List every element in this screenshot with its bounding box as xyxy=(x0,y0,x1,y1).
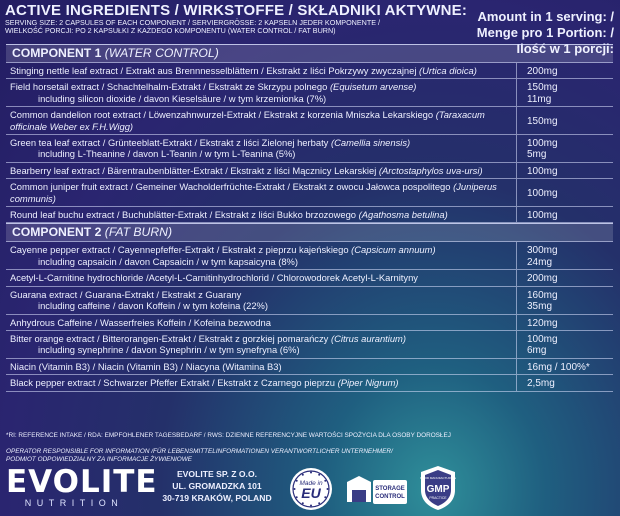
ingredient-latin-name: (Camellia sinensis) xyxy=(330,137,411,149)
ingredient-row xyxy=(6,107,613,135)
ingredient-latin-name: (Urtica dioica) xyxy=(419,65,477,76)
ingredient-latin-name: (Arctostaphylos uva-ursi) xyxy=(378,164,483,176)
ingredient-amount: 2,5mg xyxy=(527,378,555,390)
ingredient-description xyxy=(6,79,517,106)
ingredient-sub-amount: 11mg xyxy=(527,93,552,105)
ingredient-sub-amount: 5mg xyxy=(527,149,547,161)
ingredient-amount: 100mg xyxy=(527,210,558,222)
ingredient-sub-component: including caffeine / davon Koffein / w tym kofeina (22%) xyxy=(38,300,268,312)
ingredient-sub-amount: 6mg xyxy=(527,345,547,357)
serving-line-1: SERVING SIZE: 2 CAPSULES OF EACH COMPONENT / SERVIERGRÖSSE: 2 KAPSELN JEDER KOMPONENTE / xyxy=(5,18,381,27)
ingredient-row xyxy=(6,79,613,107)
ingredient-description xyxy=(6,315,517,330)
ingredient-row xyxy=(6,359,613,375)
ingredient-amount: 100mg xyxy=(527,165,558,177)
ingredient-sub-component: including L-Theanine / davon L-Teanin / w tym L-Teanina (5%) xyxy=(38,148,296,160)
ingredient-latin-name: (Piper Nigrum) xyxy=(337,377,399,389)
ingredient-row xyxy=(6,375,613,391)
ingredient-name: Common dandelion root extract / Löwenzahnwurzel-Extrakt / Ekstrakt z korzenia Mniszka Lekarskiego xyxy=(10,109,434,121)
gmp-badge-main: GMP xyxy=(426,484,450,495)
ingredient-amount: 100mg xyxy=(527,333,558,345)
ingredient-description xyxy=(6,163,517,178)
operator-note xyxy=(6,448,393,464)
ingredient-description xyxy=(6,207,517,222)
ingredient-name-line xyxy=(10,165,512,176)
ingredient-amount: 160mg xyxy=(527,289,558,301)
ingredient-sub-component: including capsaicin / davon Capsaicin / w tym kapsaicyna (8%) xyxy=(38,255,299,267)
ingredient-description xyxy=(6,375,517,390)
component2-title xyxy=(6,224,613,241)
ingredient-amount: 16mg / 100%* xyxy=(527,361,590,373)
ingredient-name: Bitter orange extract / Bitterorangen-Extrakt / Ekstrakt z gorzkiej pomarańczy xyxy=(10,332,329,344)
eu-badge-top: Made in xyxy=(299,480,323,487)
ingredient-row xyxy=(6,270,613,286)
storage-label-1: STORAGE xyxy=(375,486,405,492)
header xyxy=(5,2,468,36)
ingredient-amount: 150mg xyxy=(527,115,558,127)
ingredient-amount-cell xyxy=(517,79,613,106)
gmp-badge-top: GOOD MANUFACTURING xyxy=(419,476,457,480)
storage-label-2: CONTROL xyxy=(375,494,405,500)
storage-control-badge xyxy=(345,472,409,512)
ingredient-name: Black pepper extract / Schwarzer Pfeffer Extrakt / Ekstrakt z Czarnego pieprzu xyxy=(10,377,335,389)
ingredients-table xyxy=(6,44,613,392)
ingredient-name: Cayenne pepper extract / Cayennepfeffer-Extrakt / Ekstrakt z pieprzu kajeńskiego xyxy=(10,244,349,256)
ingredient-description xyxy=(6,179,517,206)
ingredient-name-line xyxy=(10,137,512,148)
section-title: COMPONENT 2 xyxy=(12,225,102,240)
ingredient-sub-amount: 35mg xyxy=(527,301,553,313)
ingredient-description xyxy=(6,287,517,314)
ingredient-row xyxy=(6,135,613,163)
ingredient-name: Stinging nettle leaf extract / Extrakt aus Brennnesselblättern / Ekstrakt z liści Pokrzywy zwyczajnej xyxy=(10,65,417,76)
operator-line-2: PODMIOT ODPOWIEDZIALNY ZA INFORMACJE ŻYWIENIOWE xyxy=(6,455,193,463)
made-in-eu-badge xyxy=(288,466,334,512)
ingredients-title: ACTIVE INGREDIENTS / WIRKSTOFFE / SKŁADNIKI AKTYWNE: xyxy=(5,2,468,19)
ingredient-name-line xyxy=(10,317,512,328)
ingredient-latin-name: (Capsicum annuum) xyxy=(351,244,436,256)
address-line-1: EVOLITE SP. Z O.O. xyxy=(176,469,258,479)
ingredient-amount: 100mg xyxy=(527,138,558,150)
ingredient-amount-cell xyxy=(517,287,613,314)
ingredient-name-line xyxy=(10,209,512,220)
component2-header xyxy=(6,223,613,242)
ingredient-row xyxy=(6,63,613,79)
reference-intake-footnote: *RI: REFERENCE INTAKE / RDA: EMPFOHLENER TAGESBEDARF / RWS: DZIENNE REFERENCYJNE WARTOŚCI SPOŻYCIA DLA OSOBY DOROSŁEJ xyxy=(6,432,451,439)
ingredient-name-line xyxy=(10,361,512,372)
ingredient-name: Guarana extract / Guarana-Extrakt / Ekstrakt z Guarany xyxy=(10,288,242,300)
ingredient-sub-amount: 24mg xyxy=(527,256,553,268)
ingredient-description xyxy=(6,107,517,134)
section-subtitle: (WATER CONTROL) xyxy=(104,46,219,60)
ingredient-name-line xyxy=(10,109,512,132)
ingredient-name: Acetyl-L-Carnitine hydrochloride /Acetyl-L-Carnitinhydrochlorid / Chlorowodorek Acetyl-L-Karnityny xyxy=(10,272,418,284)
amount-header-line-3: Ilość w 1 porcji: xyxy=(516,41,614,56)
gmp-badge-bottom: PRACTICE xyxy=(429,496,447,500)
gmp-badge xyxy=(418,464,458,512)
ingredient-sub-component: including silicon dioxide / davon Kieselsäure / w tym krzemionka (7%) xyxy=(38,92,327,104)
operator-line-1: OPERATOR RESPONSIBLE FOR INFORMATION /FÜR LEBENSMITTELINFORMATIONEN VERANTWORTLICHER UNTERNEHMER/ xyxy=(6,448,393,455)
ingredient-name: Anhydrous Caffeine / Wasserfreies Koffein / Kofeina bezwodna xyxy=(10,316,271,328)
ingredient-latin-name: (Taraxacum officinale Weber ex F.H.Wigg) xyxy=(10,109,485,132)
ingredient-name-line xyxy=(10,65,512,76)
evolite-logo xyxy=(6,464,158,514)
ingredient-latin-name: (Equisetum arvense) xyxy=(329,81,417,93)
ingredient-row xyxy=(6,315,613,331)
ingredient-description xyxy=(6,135,517,162)
amount-header-line-2: Menge pro 1 Portion: / xyxy=(476,25,614,40)
ingredient-row xyxy=(6,163,613,179)
ingredient-amount-cell xyxy=(517,107,613,134)
ingredient-amount: 300mg xyxy=(527,245,558,257)
ingredient-description xyxy=(6,331,517,358)
component1-header xyxy=(6,44,613,63)
ingredient-name-line xyxy=(10,272,512,283)
section-subtitle: (FAT BURN) xyxy=(104,225,173,240)
ingredient-name: Niacin (Vitamin B3) / Niacin (Vitamin B3) / Niacyna (Witamina B3) xyxy=(10,360,282,372)
ingredient-name-line xyxy=(10,244,512,255)
ingredient-amount-cell xyxy=(517,179,613,206)
ingredient-amount: 150mg xyxy=(527,82,558,94)
ingredient-name-line xyxy=(10,81,512,92)
ingredient-amount: 120mg xyxy=(527,317,558,329)
ingredient-latin-name: (Agathosma betulina) xyxy=(358,209,448,221)
ingredient-name: Round leaf buchu extract / Buchublätter-Extrakt / Ekstrakt z liści Bukko brzozowego xyxy=(10,209,356,221)
ingredient-amount-cell xyxy=(517,63,613,78)
ingredient-amount: 200mg xyxy=(527,273,558,285)
ingredient-row xyxy=(6,207,613,223)
ingredient-description xyxy=(6,63,517,78)
ingredient-amount-cell xyxy=(517,331,613,358)
ingredient-name: Green tea leaf extract / Grünteeblatt-Extrakt / Ekstrakt z liści Zielonej herbaty xyxy=(10,137,329,149)
brand-tagline: NUTRITION xyxy=(24,498,124,508)
ingredient-amount: 100mg xyxy=(527,187,558,199)
ingredient-description xyxy=(6,242,517,269)
address-line-2: UL. GROMADZKA 101 xyxy=(172,481,262,491)
amount-header-line-1: Amount in 1 serving: / xyxy=(477,9,614,24)
ingredient-name-line xyxy=(10,333,512,344)
address-line-3: 30-719 KRAKÓW, POLAND xyxy=(162,493,272,503)
eu-badge-main: EU xyxy=(301,485,321,501)
company-address xyxy=(152,468,282,504)
ingredient-name: Bearberry leaf extract / Bärentraubenblätter-Extrakt / Ekstrakt z liści Mącznicy Lekarskiej xyxy=(10,164,377,176)
ingredient-amount-cell xyxy=(517,315,613,330)
ingredient-row xyxy=(6,242,613,270)
ingredient-amount-cell xyxy=(517,163,613,178)
ingredient-row xyxy=(6,179,613,207)
ingredient-name: Common juniper fruit extract / Gemeiner Wacholderfrüchte-Extrakt / Ekstrakt z owocu Jałowca pospolitego xyxy=(10,181,451,193)
ingredient-name-line xyxy=(10,289,512,300)
serving-line-2: WIELKOŚĆ PORCJI: PO 2 KAPSUŁKI Z KAŻDEGO KOMPONENTU (WATER CONTROL / FAT BURN) xyxy=(5,26,336,36)
section-title: COMPONENT 1 xyxy=(12,46,102,60)
ingredient-row xyxy=(6,287,613,315)
ingredient-amount-cell xyxy=(517,359,613,374)
component1-title xyxy=(6,45,613,62)
ingredient-amount-cell xyxy=(517,270,613,285)
ingredient-name-line xyxy=(10,181,512,204)
ingredient-latin-name: (Citrus aurantium) xyxy=(330,332,406,344)
ingredient-amount-cell xyxy=(517,242,613,269)
brand-name: EVOLITE xyxy=(6,464,158,500)
ingredient-name-line xyxy=(10,377,512,388)
ingredient-name: Field horsetail extract / Schachtelhalm-Extrakt / Ekstrakt ze Skrzypu polnego xyxy=(10,81,328,93)
ingredient-amount: 200mg xyxy=(527,66,558,77)
ingredient-sub-component: including synephrine / davon Synephrin / w tym synefryna (6%) xyxy=(38,344,300,356)
ingredient-amount-cell xyxy=(517,207,613,222)
ingredient-amount-cell xyxy=(517,135,613,162)
ingredient-latin-name: (Juniperus communis) xyxy=(10,181,497,204)
ingredient-amount-cell xyxy=(517,375,613,390)
ingredient-description xyxy=(6,270,517,285)
ingredient-description xyxy=(6,359,517,374)
ingredient-row xyxy=(6,331,613,359)
